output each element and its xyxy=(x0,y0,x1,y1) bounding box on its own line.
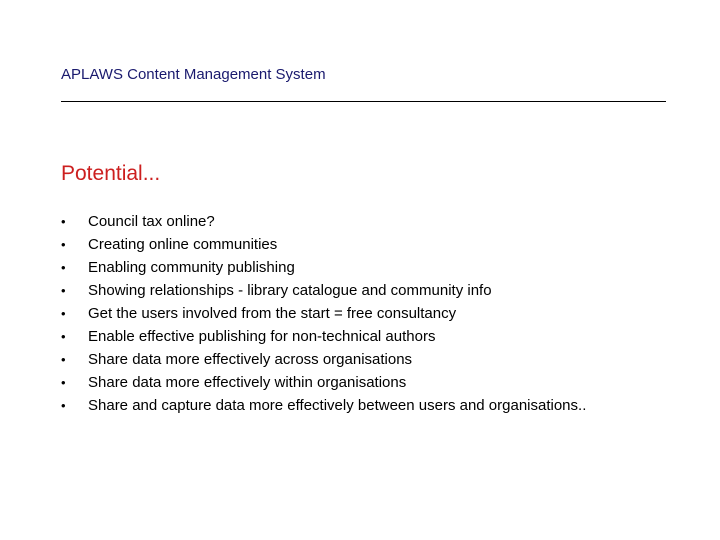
bullet-icon: • xyxy=(61,237,66,252)
bullet-icon: • xyxy=(61,375,66,390)
bullet-text: Get the users involved from the start = free consultancy xyxy=(88,305,457,322)
bullet-item xyxy=(61,328,586,351)
header-divider xyxy=(61,101,666,102)
bullet-item xyxy=(61,213,586,236)
bullet-text: Enable effective publishing for non-technical authors xyxy=(88,328,436,345)
bullet-item xyxy=(61,305,586,328)
bullet-icon: • xyxy=(61,306,66,321)
bullet-icon: • xyxy=(61,214,66,229)
bullet-text: Showing relationships - library catalogue and community info xyxy=(88,282,492,299)
bullet-list xyxy=(61,213,586,420)
bullet-text: Enabling community publishing xyxy=(88,259,295,276)
bullet-item xyxy=(61,282,586,305)
bullet-text: Creating online communities xyxy=(88,236,278,253)
bullet-item xyxy=(61,351,586,374)
bullet-item xyxy=(61,374,586,397)
bullet-icon: • xyxy=(61,352,66,367)
slide-title: Potential... xyxy=(61,162,161,185)
bullet-icon: • xyxy=(61,329,66,344)
bullet-icon: • xyxy=(61,260,66,275)
bullet-text: Council tax online? xyxy=(88,213,215,230)
bullet-item xyxy=(61,236,586,259)
bullet-icon: • xyxy=(61,398,66,413)
bullet-item xyxy=(61,259,586,282)
bullet-item xyxy=(61,397,586,420)
bullet-text: Share and capture data more effectively between users and organisations.. xyxy=(88,397,587,414)
bullet-icon: • xyxy=(61,283,66,298)
bullet-text: Share data more effectively within organisations xyxy=(88,374,407,391)
header-title: APLAWS Content Management System xyxy=(61,66,326,83)
bullet-text: Share data more effectively across organisations xyxy=(88,351,413,368)
